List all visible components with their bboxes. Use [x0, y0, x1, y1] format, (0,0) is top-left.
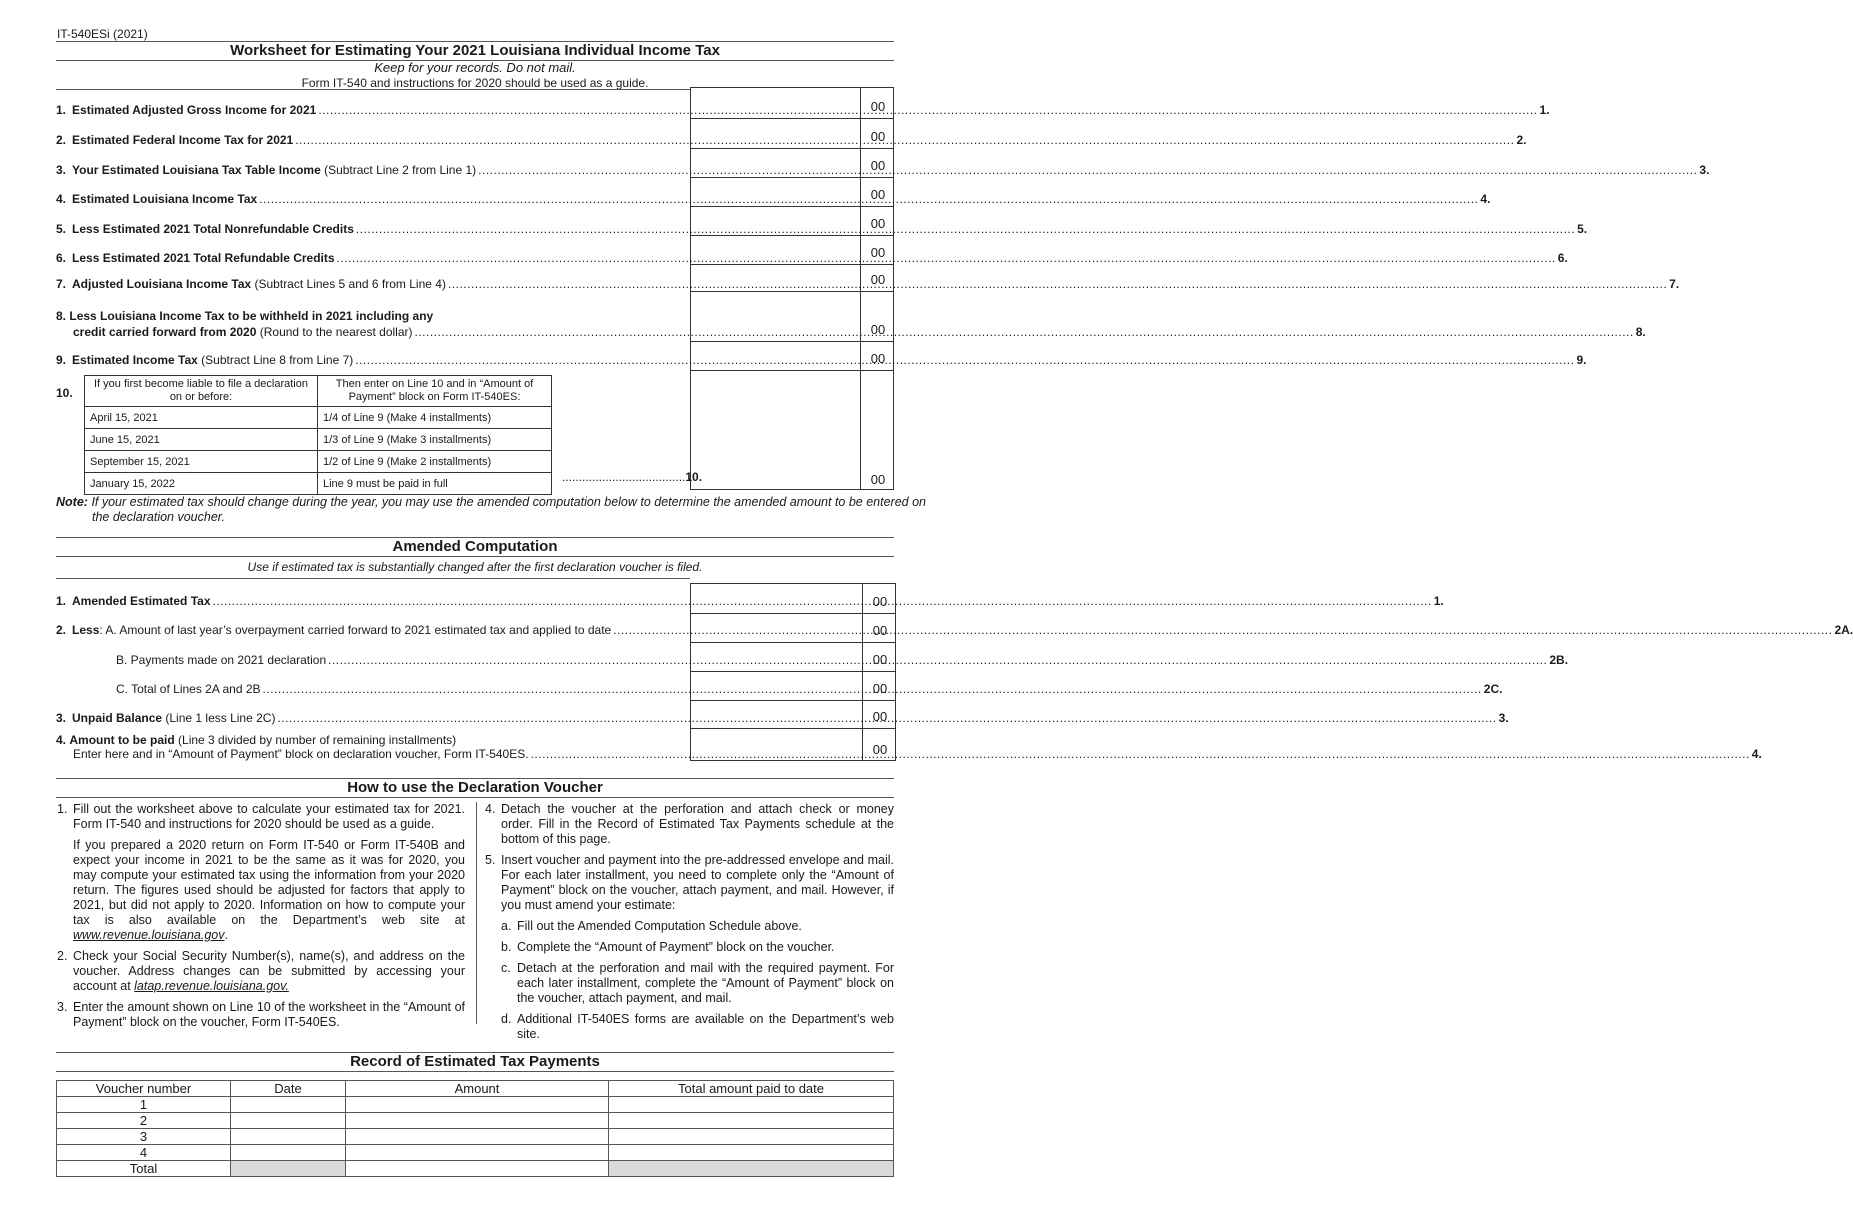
- amended-line-1: 1. Amended Estimated Tax ..... 1.: [56, 594, 686, 608]
- amount-field[interactable]: [691, 207, 861, 235]
- table-row: September 15, 2021 1/2 of Line 9 (Make 2 installments): [85, 451, 552, 473]
- amount-field[interactable]: [691, 371, 861, 488]
- table-row: 2: [57, 1113, 894, 1129]
- list-item: 1. Fill out the worksheet above to calculate your estimated tax for 2021. Form IT-540 and instructions for 2020 should be used as a guide.: [57, 802, 465, 831]
- worksheet-line-9: 9. Estimated Income Tax (Subtract Line 8 from Line 7) ..... 9.: [56, 353, 686, 367]
- table-row: Total: [57, 1161, 894, 1177]
- table-row: 1: [57, 1097, 894, 1113]
- page-subtitle: Keep for your records. Do not mail.: [374, 60, 576, 75]
- table-row: April 15, 2021 1/4 of Line 9 (Make 4 installments): [85, 407, 552, 429]
- amount-field[interactable]: [691, 88, 861, 118]
- cents-label: 00: [870, 472, 886, 487]
- amended-title: Amended Computation: [392, 538, 558, 555]
- worksheet-line-8-first: 8. Less Louisiana Income Tax to be withheld in 2021 including any: [56, 309, 434, 323]
- amount-field[interactable]: [691, 236, 861, 264]
- latap-link[interactable]: latap.revenue.louisiana.gov.: [134, 979, 289, 993]
- col-date: Date: [231, 1081, 346, 1097]
- cents-label: 00: [872, 742, 888, 757]
- worksheet-line-1: 1. Estimated Adjusted Gross Income for 2021 ..... 1.: [56, 103, 686, 117]
- revenue-website-link[interactable]: www.revenue.louisiana.gov: [73, 928, 225, 942]
- total-cell[interactable]: [609, 1145, 894, 1161]
- cents-label: 00: [870, 99, 886, 114]
- cents-label: 00: [870, 322, 886, 337]
- cents-label: 00: [872, 652, 888, 667]
- table-row: 4: [57, 1145, 894, 1161]
- record-title: Record of Estimated Tax Payments: [350, 1053, 600, 1070]
- amount-field[interactable]: [691, 119, 861, 148]
- rule: [56, 556, 894, 557]
- record-table: [56, 1080, 894, 1177]
- amount-cell[interactable]: [346, 1145, 609, 1161]
- amended-line-2c: C. Total of Lines 2A and 2B ..... 2C.: [116, 682, 686, 696]
- total-cell[interactable]: [609, 1129, 894, 1145]
- table-row: 3: [57, 1129, 894, 1145]
- worksheet-line-2: 2. Estimated Federal Income Tax for 2021 ..... 2.: [56, 133, 686, 147]
- list-item: c. Detach at the perforation and mail with the required payment. For each later installment, complete the “Amount of Payment” block on the voucher, attach payment, and mail.: [501, 961, 894, 1005]
- cents-label: 00: [870, 158, 886, 173]
- amended-line-4-first: 4. Amount to be paid (Line 3 divided by number of remaining installments): [56, 733, 457, 747]
- worksheet-line-10-number: 10.: [56, 386, 73, 400]
- worksheet-line-5: 5. Less Estimated 2021 Total Nonrefundable Credits ..... 5.: [56, 222, 686, 236]
- line-10-table: [84, 375, 552, 495]
- cents-label: 00: [870, 351, 886, 366]
- date-cell[interactable]: [231, 1097, 346, 1113]
- rule: [56, 1071, 894, 1072]
- column-divider: [476, 802, 477, 1024]
- amount-cell[interactable]: [346, 1129, 609, 1145]
- page-title: Worksheet for Estimating Your 2021 Louisiana Individual Income Tax: [230, 42, 720, 59]
- amended-line-4: Enter here and in “Amount of Payment” block on declaration voucher, Form IT-540ES. ..... 4.: [73, 747, 686, 761]
- guide-text: Form IT-540 and instructions for 2020 should be used as a guide.: [301, 76, 649, 90]
- list-item: d. Additional IT-540ES forms are available on the Department’s web site.: [501, 1012, 894, 1041]
- table-row: June 15, 2021 1/3 of Line 9 (Make 3 installments): [85, 429, 552, 451]
- amount-field[interactable]: [691, 292, 861, 341]
- cents-label: 00: [870, 187, 886, 202]
- cents-label: 00: [872, 594, 888, 609]
- howto-title: How to use the Declaration Voucher: [347, 779, 603, 796]
- list-item: 2. Check your Social Security Number(s), name(s), and address on the voucher. Address changes can be submitted by accessing your account at latap.revenue.louisiana.gov.: [57, 949, 465, 993]
- howto-left-column: [57, 802, 465, 1030]
- rule: [56, 797, 894, 798]
- howto-right-column: [485, 802, 894, 1042]
- cents-label: 00: [872, 623, 888, 638]
- amount-field[interactable]: [691, 178, 861, 206]
- worksheet-line-6: 6. Less Estimated 2021 Total Refundable Credits ..... 6.: [56, 251, 686, 265]
- amount-field[interactable]: [691, 149, 861, 177]
- rule: [56, 89, 690, 90]
- col-voucher-number: Voucher number: [57, 1081, 231, 1097]
- date-cell[interactable]: [231, 1113, 346, 1129]
- cents-label: 00: [870, 272, 886, 287]
- worksheet-line-10-leader: ..................................... 10.: [562, 470, 703, 484]
- rule: [56, 578, 690, 579]
- form-id: IT-540ESi (2021): [57, 27, 148, 41]
- cents-label: 00: [872, 709, 888, 724]
- amount-field[interactable]: [691, 342, 861, 370]
- col-total-paid: Total amount paid to date: [609, 1081, 894, 1097]
- total-cell[interactable]: [609, 1113, 894, 1129]
- amended-subtitle: Use if estimated tax is substantially changed after the first declaration voucher is filed.: [247, 560, 703, 574]
- date-cell[interactable]: [231, 1145, 346, 1161]
- list-item: If you prepared a 2020 return on Form IT-540 or Form IT-540B and expect your income in 2021 to be the same as it was for 2020, you may compute your estimated tax using the information from your 2020 return. The figures used should be adjusted for factors that apply to 2021, but did not apply to 2020. Information on how to compute your tax is also available on the Department’s web site at www.revenue.louisiana.gov.: [73, 838, 465, 942]
- amended-line-2b: B. Payments made on 2021 declaration ..... 2B.: [116, 653, 686, 667]
- amount-total-cell[interactable]: [346, 1161, 609, 1177]
- line-10-col1-header: If you first become liable to file a declaration on or before:: [85, 376, 318, 407]
- cents-label: 00: [872, 681, 888, 696]
- worksheet-line-7: 7. Adjusted Louisiana Income Tax (Subtract Lines 5 and 6 from Line 4) ..... 7.: [56, 277, 686, 291]
- line-10-col2-header: Then enter on Line 10 and in “Amount of Payment” block on Form IT-540ES:: [318, 376, 552, 407]
- amount-cell[interactable]: [346, 1113, 609, 1129]
- amount-cell[interactable]: [346, 1097, 609, 1113]
- worksheet-note: Note: If your estimated tax should change during the year, you may use the amended computation below to determine the amended amount to be entered on the declaration voucher.: [56, 495, 926, 524]
- worksheet-line-8: credit carried forward from 2020 (Round to the nearest dollar) ..... 8.: [73, 325, 686, 339]
- amended-line-3: 3. Unpaid Balance (Line 1 less Line 2C) ..... 3.: [56, 711, 686, 725]
- col-amount: Amount: [346, 1081, 609, 1097]
- table-row: January 15, 2022 Line 9 must be paid in full: [85, 473, 552, 495]
- cents-label: 00: [870, 129, 886, 144]
- amount-field[interactable]: [691, 265, 861, 291]
- cents-label: 00: [870, 216, 886, 231]
- worksheet-line-4: 4. Estimated Louisiana Income Tax ..... 4.: [56, 192, 686, 206]
- cents-label: 00: [870, 245, 886, 260]
- list-item: b. Complete the “Amount of Payment” block on the voucher.: [501, 940, 835, 954]
- list-item: 3. Enter the amount shown on Line 10 of the worksheet in the “Amount of Payment” block on the voucher, Form IT-540ES.: [57, 1000, 465, 1029]
- list-item: 4. Detach the voucher at the perforation and attach check or money order. Fill in the Record of Estimated Tax Payments schedule at the bottom of this page.: [485, 802, 894, 846]
- list-item: 5. Insert voucher and payment into the pre-addressed envelope and mail. For each later installment, you need to complete only the “Amount of Payment” block on the voucher, attach payment, and mail. However, if you must amend your estimate:: [485, 853, 894, 912]
- amended-line-2a: 2. Less: A. Amount of last year’s overpayment carried forward to 2021 estimated tax and applied to date ..... 2A.: [56, 623, 686, 637]
- date-cell[interactable]: [231, 1129, 346, 1145]
- total-cell[interactable]: [609, 1097, 894, 1113]
- worksheet-line-3: 3. Your Estimated Louisiana Tax Table Income (Subtract Line 2 from Line 1) ..... 3.: [56, 163, 686, 177]
- list-item: a. Fill out the Amended Computation Schedule above.: [501, 919, 802, 933]
